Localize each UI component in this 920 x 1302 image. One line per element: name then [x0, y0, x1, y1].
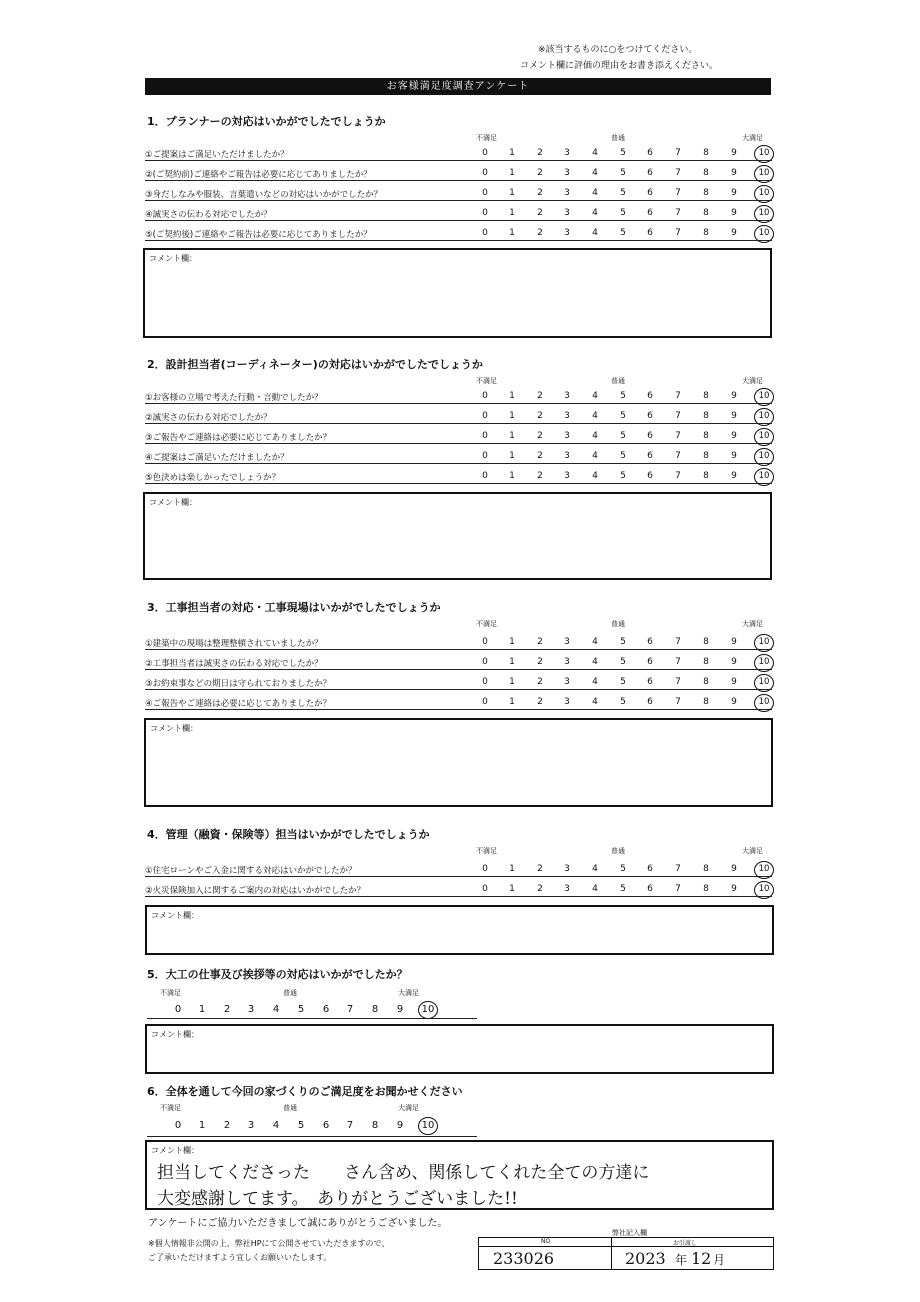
rating-option[interactable]: 8	[703, 451, 709, 461]
rating-option[interactable]: 3	[564, 188, 570, 198]
rating-option[interactable]: 9	[396, 1004, 404, 1015]
rating-option[interactable]: 7	[675, 168, 681, 178]
rating-option[interactable]: 5	[620, 431, 626, 441]
question-text: ①お客様の立場で考えた行動・言動でしたか？	[145, 393, 323, 403]
rating-option[interactable]: 6	[647, 884, 653, 894]
rating-option[interactable]: 5	[297, 1120, 305, 1131]
rating-option[interactable]: 8	[703, 884, 709, 894]
office-use-table	[478, 1237, 774, 1270]
rating-option[interactable]: 5	[620, 637, 626, 647]
rating-option[interactable]: 6	[647, 411, 653, 421]
year-label: 年	[675, 1253, 688, 1267]
section-5-label-mid: 普通	[283, 989, 297, 997]
rating-option[interactable]: 9	[731, 208, 737, 218]
rating-option[interactable]: 8	[703, 471, 709, 481]
rating-option[interactable]: 2	[537, 148, 543, 158]
row-divider	[145, 423, 772, 424]
rating-option[interactable]: 0	[482, 697, 488, 707]
section-3-label-high: 大満足	[742, 620, 763, 628]
rating-option[interactable]: 3	[564, 697, 570, 707]
rating-option[interactable]: 5	[620, 188, 626, 198]
rating-option[interactable]: 0	[482, 391, 488, 401]
rating-option[interactable]: 7	[675, 677, 681, 687]
rating-option[interactable]: 1	[509, 637, 515, 647]
instruction-note-2: コメント欄に評価の理由をお書き添えください。	[520, 61, 719, 71]
rating-option[interactable]: 9	[731, 471, 737, 481]
selected-rating-circle[interactable]: 10	[754, 145, 774, 163]
question-text: ④誠実さの伝わる対応でしたか？	[145, 210, 272, 220]
privacy-note-2: ご了承いただけますよう宜しくお願いいたします。	[148, 1253, 332, 1262]
rating-option[interactable]: 9	[731, 188, 737, 198]
selected-rating-circle[interactable]: 10	[754, 388, 774, 406]
selected-rating-circle[interactable]: 10	[754, 448, 774, 466]
section-4-label-high: 大満足	[742, 847, 763, 855]
rating-option[interactable]: 0	[482, 148, 488, 158]
comment-label: コメント欄：	[149, 498, 197, 507]
rating-option[interactable]: 7	[675, 411, 681, 421]
rating-option[interactable]: 0	[482, 884, 488, 894]
row-divider	[145, 876, 772, 877]
rating-option[interactable]: 7	[675, 697, 681, 707]
rating-option[interactable]: 3	[564, 148, 570, 158]
rating-option[interactable]: 1	[509, 411, 515, 421]
rating-option[interactable]: 9	[731, 431, 737, 441]
section-2-label-high: 大満足	[742, 377, 763, 385]
rating-option[interactable]: 4	[592, 188, 598, 198]
rating-option[interactable]: 2	[537, 677, 543, 687]
question-text: ①ご提案はご満足いただけましたか？	[145, 150, 289, 160]
rating-option[interactable]: 4	[592, 411, 598, 421]
rating-option[interactable]: 6	[647, 451, 653, 461]
rating-option[interactable]: 8	[703, 697, 709, 707]
rating-option[interactable]: 3	[564, 411, 570, 421]
rating-option[interactable]: 2	[537, 391, 543, 401]
row-divider	[145, 443, 772, 444]
rating-option[interactable]: 7	[675, 471, 681, 481]
rating-option[interactable]: 8	[371, 1004, 379, 1015]
rating-option[interactable]: 7	[675, 208, 681, 218]
rating-option[interactable]: 6	[647, 208, 653, 218]
rating-option[interactable]: 6	[647, 471, 653, 481]
rating-option[interactable]: 9	[731, 451, 737, 461]
rating-option[interactable]: 7	[346, 1004, 354, 1015]
question-text: ②誠実さの伝わる対応でしたか？	[145, 413, 272, 423]
rating-option[interactable]: 1	[509, 188, 515, 198]
rating-option[interactable]: 8	[703, 431, 709, 441]
section-1-label-high: 大満足	[742, 134, 763, 142]
rating-option[interactable]: 7	[675, 391, 681, 401]
rating-option[interactable]: 1	[509, 677, 515, 687]
rating-option[interactable]: 4	[592, 637, 598, 647]
section-3-label-mid: 普通	[611, 620, 625, 628]
rating-option[interactable]: 3	[564, 471, 570, 481]
rating-option[interactable]: 5	[620, 864, 626, 874]
office-use-label: 弊社記入欄	[612, 1229, 647, 1237]
row-divider	[145, 160, 772, 161]
rating-option[interactable]: 7	[675, 864, 681, 874]
rating-option[interactable]: 1	[509, 657, 515, 667]
row-divider	[145, 463, 772, 464]
privacy-note-1: ※個人情報非公開の上、弊社HPにて公開させていただきますので、	[148, 1239, 390, 1248]
rating-option[interactable]: 1	[509, 471, 515, 481]
question-text: ④ご提案はご満足いただけましたか？	[145, 453, 289, 463]
rating-option[interactable]: 1	[509, 148, 515, 158]
rating-option[interactable]: 9	[731, 864, 737, 874]
rating-option[interactable]: 3	[564, 864, 570, 874]
rating-option[interactable]: 0	[482, 411, 488, 421]
comment-box-2[interactable]	[143, 492, 772, 580]
question-text: ③身だしなみや服装、言葉遣いなどの対応はいかがでしたか？	[145, 190, 383, 200]
rating-option[interactable]: 8	[703, 677, 709, 687]
rating-option[interactable]: 4	[592, 228, 598, 238]
row-divider	[145, 220, 772, 221]
rating-option[interactable]: 0	[482, 471, 488, 481]
rating-option[interactable]: 5	[620, 391, 626, 401]
question-text: ④ご報告やご連絡は必要に応じてありましたか？	[145, 699, 332, 709]
rating-option[interactable]: 4	[592, 677, 598, 687]
rating-option[interactable]: 8	[703, 168, 709, 178]
rating-option[interactable]: 8	[703, 657, 709, 667]
rating-option[interactable]: 4	[592, 208, 598, 218]
rating-option[interactable]: 7	[675, 637, 681, 647]
rating-option[interactable]: 9	[731, 148, 737, 158]
section-4-label-mid: 普通	[611, 847, 625, 855]
rating-option[interactable]: 4	[592, 168, 598, 178]
rating-option[interactable]: 6	[647, 148, 653, 158]
rating-option[interactable]: 1	[509, 884, 515, 894]
question-text: ⑤(ご契約後)ご連絡やご報告は必要に応じてありましたか？	[145, 230, 372, 240]
selected-rating-circle[interactable]: 10	[754, 428, 774, 446]
rating-option[interactable]: 5	[620, 451, 626, 461]
row-divider	[145, 403, 772, 404]
selected-rating-circle[interactable]: 10	[754, 674, 774, 692]
handover-year: 2023	[625, 1249, 666, 1268]
selected-rating-circle[interactable]: 10	[754, 634, 774, 652]
rating-option[interactable]: 7	[675, 228, 681, 238]
section-5-title: 5．大工の仕事及び挨拶等の対応はいかがでしたか？	[147, 968, 408, 981]
rating-option[interactable]: 7	[346, 1120, 354, 1131]
rating-option[interactable]: 9	[731, 228, 737, 238]
rating-option[interactable]: 0	[482, 208, 488, 218]
rating-option[interactable]: 5	[297, 1004, 305, 1015]
rating-option[interactable]: 3	[564, 431, 570, 441]
question-text: ②(ご契約前)ご連絡やご報告は必要に応じてありましたか？	[145, 170, 372, 180]
rating-option[interactable]: 6	[647, 677, 653, 687]
no-column-header: NO	[541, 1238, 551, 1245]
rating-option[interactable]: 1	[198, 1120, 206, 1131]
comment-label: コメント欄：	[151, 911, 199, 920]
rating-option[interactable]: 1	[509, 451, 515, 461]
rating-option[interactable]: 2	[537, 471, 543, 481]
rating-option[interactable]: 9	[731, 411, 737, 421]
rating-option[interactable]: 5	[620, 411, 626, 421]
section-2-label-mid: 普通	[611, 377, 625, 385]
rating-option[interactable]: 6	[647, 228, 653, 238]
selected-rating-circle[interactable]: 10	[754, 408, 774, 426]
row-divider	[147, 1018, 477, 1019]
question-text: ①建築中の現場は整理整頓されていましたか？	[145, 639, 323, 649]
rating-option[interactable]: 4	[592, 148, 598, 158]
question-text: ⑤色決めは楽しかったでしょうか？	[145, 473, 281, 483]
rating-option[interactable]: 3	[564, 451, 570, 461]
rating-option[interactable]: 3	[564, 208, 570, 218]
rating-option[interactable]: 8	[703, 411, 709, 421]
question-text: ②火災保険加入に関するご案内の対応はいかがでしたか？	[145, 886, 366, 896]
rating-option[interactable]: 3	[564, 884, 570, 894]
rating-option[interactable]: 2	[537, 188, 543, 198]
row-divider	[145, 896, 772, 897]
handwritten-comment-line-1: 担当してくださった さん含め、関係してくれた全ての方達に	[157, 1163, 650, 1183]
rating-option[interactable]: 0	[482, 677, 488, 687]
rating-option[interactable]: 8	[703, 208, 709, 218]
rating-option[interactable]: 1	[509, 697, 515, 707]
rating-option[interactable]: 0	[482, 451, 488, 461]
thanks-message: アンケートにご協力いただきまして誠にありがとうございました。	[148, 1218, 448, 1229]
rating-option[interactable]: 1	[509, 208, 515, 218]
rating-option[interactable]: 0	[174, 1004, 182, 1015]
comment-box-1[interactable]	[143, 248, 772, 338]
rating-option[interactable]: 6	[322, 1004, 330, 1015]
rating-option[interactable]: 6	[647, 637, 653, 647]
section-4-label-low: 不満足	[476, 847, 497, 855]
rating-option[interactable]: 8	[703, 637, 709, 647]
selected-rating-circle[interactable]: 10	[754, 881, 774, 899]
rating-option[interactable]: 7	[675, 188, 681, 198]
rating-option[interactable]: 6	[647, 657, 653, 667]
rating-option[interactable]: 2	[537, 431, 543, 441]
selected-rating-circle[interactable]: 10	[754, 654, 774, 672]
comment-box-4[interactable]	[145, 905, 774, 955]
rating-option[interactable]: 8	[703, 391, 709, 401]
rating-option[interactable]: 2	[537, 228, 543, 238]
rating-option[interactable]: 0	[482, 431, 488, 441]
rating-option[interactable]: 2	[537, 411, 543, 421]
selected-rating-circle[interactable]: 10	[754, 165, 774, 183]
rating-option[interactable]: 2	[223, 1004, 231, 1015]
row-divider	[145, 709, 772, 710]
rating-option[interactable]: 6	[322, 1120, 330, 1131]
rating-option[interactable]: 0	[482, 864, 488, 874]
rating-option[interactable]: 7	[675, 451, 681, 461]
rating-option[interactable]: 4	[592, 391, 598, 401]
rating-option[interactable]: 1	[509, 168, 515, 178]
rating-option[interactable]: 5	[620, 148, 626, 158]
selected-rating-circle[interactable]: 10	[418, 1001, 438, 1019]
rating-option[interactable]: 2	[537, 451, 543, 461]
section-1-label-low: 不満足	[476, 134, 497, 142]
comment-label: コメント欄：	[149, 254, 197, 263]
rating-option[interactable]: 2	[537, 884, 543, 894]
month-label: 月	[713, 1253, 726, 1267]
rating-option[interactable]: 4	[272, 1004, 280, 1015]
rating-option[interactable]: 9	[731, 884, 737, 894]
selected-rating-circle[interactable]: 10	[754, 205, 774, 223]
rating-option[interactable]: 3	[564, 228, 570, 238]
rating-option[interactable]: 8	[703, 228, 709, 238]
rating-option[interactable]: 2	[223, 1120, 231, 1131]
rating-option[interactable]: 9	[731, 391, 737, 401]
rating-option[interactable]: 6	[647, 697, 653, 707]
rating-option[interactable]: 5	[620, 884, 626, 894]
comment-box-3[interactable]	[144, 718, 773, 807]
rating-option[interactable]: 0	[174, 1120, 182, 1131]
rating-option[interactable]: 0	[482, 637, 488, 647]
customer-number: 233026	[493, 1249, 555, 1268]
rating-option[interactable]: 6	[647, 391, 653, 401]
comment-box-5[interactable]	[145, 1024, 774, 1074]
rating-option[interactable]: 6	[647, 168, 653, 178]
section-5-label-low: 不満足	[160, 989, 181, 997]
selected-rating-circle[interactable]: 10	[754, 694, 774, 712]
rating-option[interactable]: 9	[731, 637, 737, 647]
rating-option[interactable]: 3	[564, 168, 570, 178]
rating-option[interactable]: 3	[564, 637, 570, 647]
rating-option[interactable]: 6	[647, 864, 653, 874]
rating-option[interactable]: 7	[675, 431, 681, 441]
rating-option[interactable]: 5	[620, 471, 626, 481]
rating-option[interactable]: 8	[703, 148, 709, 158]
rating-option[interactable]: 1	[198, 1004, 206, 1015]
section-2-label-low: 不満足	[476, 377, 497, 385]
rating-option[interactable]: 6	[647, 188, 653, 198]
row-divider	[145, 669, 772, 670]
section-6-label-low: 不満足	[160, 1104, 181, 1112]
row-divider	[147, 1136, 477, 1137]
comment-label: コメント欄：	[151, 1030, 199, 1039]
rating-option[interactable]: 4	[592, 657, 598, 667]
row-divider	[145, 689, 772, 690]
rating-option[interactable]: 2	[537, 168, 543, 178]
section-1-label-mid: 普通	[611, 134, 625, 142]
question-text: ②工事担当者は誠実さの伝わる対応でしたか？	[145, 659, 323, 669]
section-2-title: 2．設計担当者(コーディネーター)の対応はいかがでしたでしょうか	[147, 358, 483, 371]
rating-scale-row	[0, 1120, 920, 1134]
rating-option[interactable]: 2	[537, 697, 543, 707]
row-divider	[145, 649, 772, 650]
rating-option[interactable]: 1	[509, 431, 515, 441]
selected-rating-circle[interactable]: 10	[754, 185, 774, 203]
rating-option[interactable]: 7	[675, 657, 681, 667]
question-text: ①住宅ローンやご入金に関する対応はいかがでしたか？	[145, 866, 357, 876]
rating-option[interactable]: 4	[592, 431, 598, 441]
rating-option[interactable]: 5	[620, 208, 626, 218]
survey-title-banner: お客様満足度調査アンケート	[145, 78, 771, 95]
rating-option[interactable]: 9	[731, 168, 737, 178]
handwritten-comment-line-2: 大変感謝してます。 ありがとうございました!!	[157, 1189, 518, 1209]
rating-option[interactable]: 9	[731, 677, 737, 687]
section-1-title: 1．プランナーの対応はいかがでしたでしょうか	[147, 115, 386, 128]
rating-option[interactable]: 4	[592, 451, 598, 461]
comment-label: コメント欄：	[151, 1146, 199, 1155]
rating-option[interactable]: 0	[482, 228, 488, 238]
rating-option[interactable]: 9	[731, 697, 737, 707]
section-6-label-high: 大満足	[398, 1104, 419, 1112]
rating-option[interactable]: 8	[703, 188, 709, 198]
rating-option[interactable]: 8	[703, 864, 709, 874]
selected-rating-circle[interactable]: 10	[754, 468, 774, 486]
rating-option[interactable]: 3	[564, 677, 570, 687]
rating-option[interactable]: 3	[247, 1004, 255, 1015]
rating-option[interactable]: 4	[592, 864, 598, 874]
instruction-note-1: ※該当するものに○をつけてください。	[538, 45, 698, 55]
rating-option[interactable]: 4	[272, 1120, 280, 1131]
rating-option[interactable]: 2	[537, 208, 543, 218]
row-divider	[145, 200, 772, 201]
section-6-label-mid: 普通	[283, 1104, 297, 1112]
rating-option[interactable]: 3	[564, 391, 570, 401]
rating-scale-row	[0, 1004, 920, 1018]
selected-rating-circle[interactable]: 10	[754, 861, 774, 879]
rating-option[interactable]: 8	[371, 1120, 379, 1131]
rating-option[interactable]: 2	[537, 637, 543, 647]
rating-option[interactable]: 0	[482, 657, 488, 667]
row-divider	[145, 240, 772, 241]
rating-option[interactable]: 2	[537, 657, 543, 667]
rating-option[interactable]: 7	[675, 148, 681, 158]
handover-month: 12	[691, 1249, 712, 1268]
section-5-label-high: 大満足	[398, 989, 419, 997]
question-text: ③お約束事などの期日は守られておりましたか？	[145, 679, 332, 689]
rating-option[interactable]: 0	[482, 168, 488, 178]
section-4-title: 4．管理（融資・保険等）担当はいかがでしたでしょうか	[147, 828, 430, 841]
rating-option[interactable]: 7	[675, 884, 681, 894]
rating-option[interactable]: 4	[592, 697, 598, 707]
selected-rating-circle[interactable]: 10	[418, 1117, 438, 1135]
rating-option[interactable]: 5	[620, 697, 626, 707]
rating-option[interactable]: 5	[620, 657, 626, 667]
rating-option[interactable]: 0	[482, 188, 488, 198]
rating-option[interactable]: 1	[509, 864, 515, 874]
section-6-title: 6．全体を通して今回の家づくりのご満足度をお聞かせください	[147, 1085, 463, 1098]
rating-option[interactable]: 3	[564, 657, 570, 667]
rating-option[interactable]: 5	[620, 228, 626, 238]
rating-option[interactable]: 3	[247, 1120, 255, 1131]
comment-label: コメント欄：	[150, 724, 198, 733]
comment-box-6[interactable]	[145, 1140, 774, 1210]
section-3-title: 3．工事担当者の対応・工事現場はいかがでしたでしょうか	[147, 601, 441, 614]
rating-option[interactable]: 6	[647, 431, 653, 441]
row-divider	[145, 180, 772, 181]
rating-option[interactable]: 2	[537, 864, 543, 874]
selected-rating-circle[interactable]: 10	[754, 225, 774, 243]
rating-option[interactable]: 9	[731, 657, 737, 667]
handover-column-header: お引渡し	[673, 1240, 698, 1247]
rating-option[interactable]: 5	[620, 677, 626, 687]
section-3-label-low: 不満足	[476, 620, 497, 628]
rating-option[interactable]: 4	[592, 884, 598, 894]
question-text: ③ご報告やご連絡は必要に応じてありましたか？	[145, 433, 332, 443]
rating-option[interactable]: 1	[509, 228, 515, 238]
rating-option[interactable]: 9	[396, 1120, 404, 1131]
rating-option[interactable]: 1	[509, 391, 515, 401]
rating-option[interactable]: 4	[592, 471, 598, 481]
rating-option[interactable]: 5	[620, 168, 626, 178]
row-divider	[145, 483, 772, 484]
